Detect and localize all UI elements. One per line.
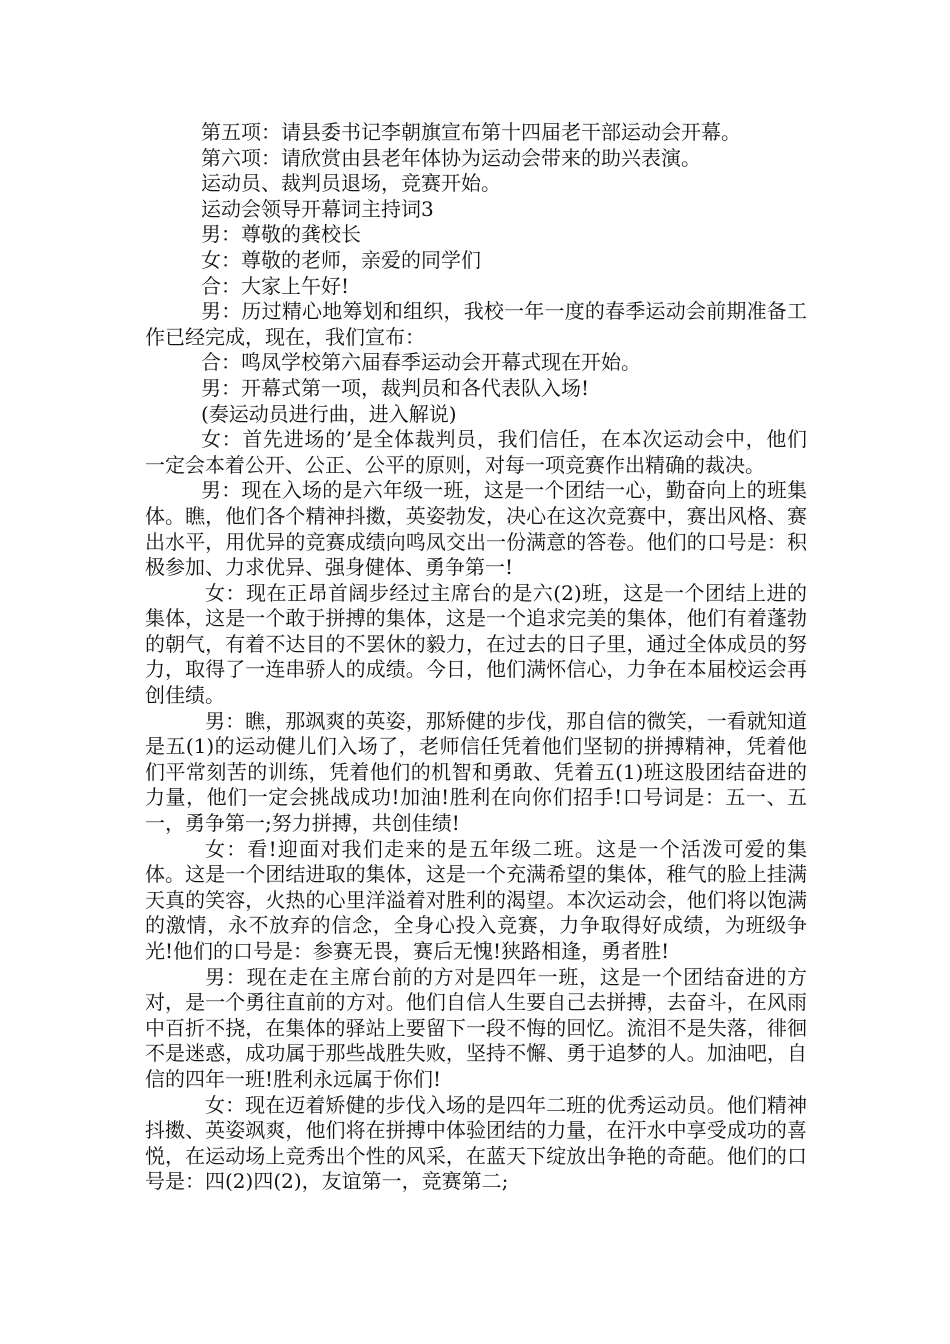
paragraph-class-4-1: 男：现在走在主席台前的方对是四年一班，这是一个团结奋进的方对，是一个勇往直前的方对。他们自信人生要自己去拼搏，去奋斗，在风雨中百折不挠，在集体的驿站上要留下一段不悔的回忆。流泪不是失落，徘徊不是迷惑，成功属于那些战胜失败，坚持不懈、勇于追梦的人。加油吧，自信的四年一班!胜利永远属于你们! [145, 964, 807, 1091]
paragraph-item-6: 第六项：请欣赏由县老年体协为运动会带来的助兴表演。 [201, 145, 701, 170]
paragraph-male-greeting: 男：尊敬的龚校长 [201, 222, 361, 247]
paragraph-female-greeting: 女：尊敬的老师，亲爱的同学们 [201, 247, 481, 272]
paragraph-class-6-1: 男：现在入场的是六年级一班，这是一个团结一心，勤奋向上的班集体。瞧，他们各个精神抖擞，英姿勃发，决心在这次竞赛中，赛出风格、赛出水平，用优异的竞赛成绩向鸣凤交出一份满意的答卷。他们的口号是：积极参加、力求优异、强身健体、勇争第一! [145, 478, 807, 580]
paragraph-athletes-exit: 运动员、裁判员退场，竞赛开始。 [201, 171, 501, 196]
paragraph-opening-start: 合：鸣凤学校第六届春季运动会开幕式现在开始。 [201, 350, 641, 375]
paragraph-item-5: 第五项：请县委书记李朝旗宣布第十四届老干部运动会开幕。 [201, 120, 741, 144]
paragraph-referees: 女：首先进场的’是全体裁判员，我们信任，在本次运动会中，他们一定会本着公开、公正、公平的原则，对每一项竞赛作出精确的裁决。 [145, 427, 807, 477]
paragraph-first-item: 男：开幕式第一项，裁判员和各代表队入场! [201, 375, 590, 400]
paragraph-class-5-2: 女：看!迎面对我们走来的是五年级二班。这是一个活泼可爱的集体。这是一个团结进取的集体，这是一个充满希望的集体，稚气的脸上挂满天真的笑容，火热的心里洋溢着对胜利的渴望。本次运动会，他们将以饱满的激情，永不放弃的信念，全身心投入竞赛，力争取得好成绩，为班级争光!他们的口号是：参赛无畏，赛后无愧!狭路相逢，勇者胜! [145, 836, 807, 963]
paragraph-preparation: 男：历过精心地筹划和组织，我校一年一度的春季运动会前期准备工作已经完成，现在，我们宣布： [145, 299, 807, 349]
document-body [145, 120, 807, 1195]
paragraph-stage-direction: (奏运动员进行曲，进入解说) [201, 401, 457, 426]
paragraph-together-greeting: 合：大家上午好! [201, 273, 350, 298]
section-heading: 运动会领导开幕词主持词3 [201, 196, 434, 221]
paragraph-class-4-2: 女：现在迈着矫健的步伐入场的是四年二班的优秀运动员。他们精神抖擞、英姿飒爽，他们将在拼搏中体验团结的力量，在汗水中享受成功的喜悦，在运动场上竞秀出个性的风采，在蓝天下绽放出争艳的奇葩。他们的口号是：四(2)四(2)，友谊第一，竞赛第二; [145, 1092, 807, 1194]
paragraph-class-5-1: 男：瞧，那飒爽的英姿，那矫健的步伐，那自信的微笑，一看就知道是五(1)的运动健儿们入场了，老师信任凭着他们坚韧的拼搏精神，凭着他们平常刻苦的训练，凭着他们的机智和勇敢、凭着五(1)班这股团结奋进的力量，他们一定会挑战成功!加油!胜利在向你们招手!口号词是：五一、五一，勇争第一;努力拼搏，共创佳绩! [145, 708, 807, 836]
paragraph-class-6-2: 女：现在正昂首阔步经过主席台的是六(2)班，这是一个团结上进的集体，这是一个敢于拼搏的集体，这是一个追求完美的集体，他们有着蓬勃的朝气，有着不达目的不罢休的毅力，在过去的日子里，通过全体成员的努力，取得了一连串骄人的成绩。今日，他们满怀信心，力争在本届校运会再创佳绩。 [145, 580, 807, 708]
